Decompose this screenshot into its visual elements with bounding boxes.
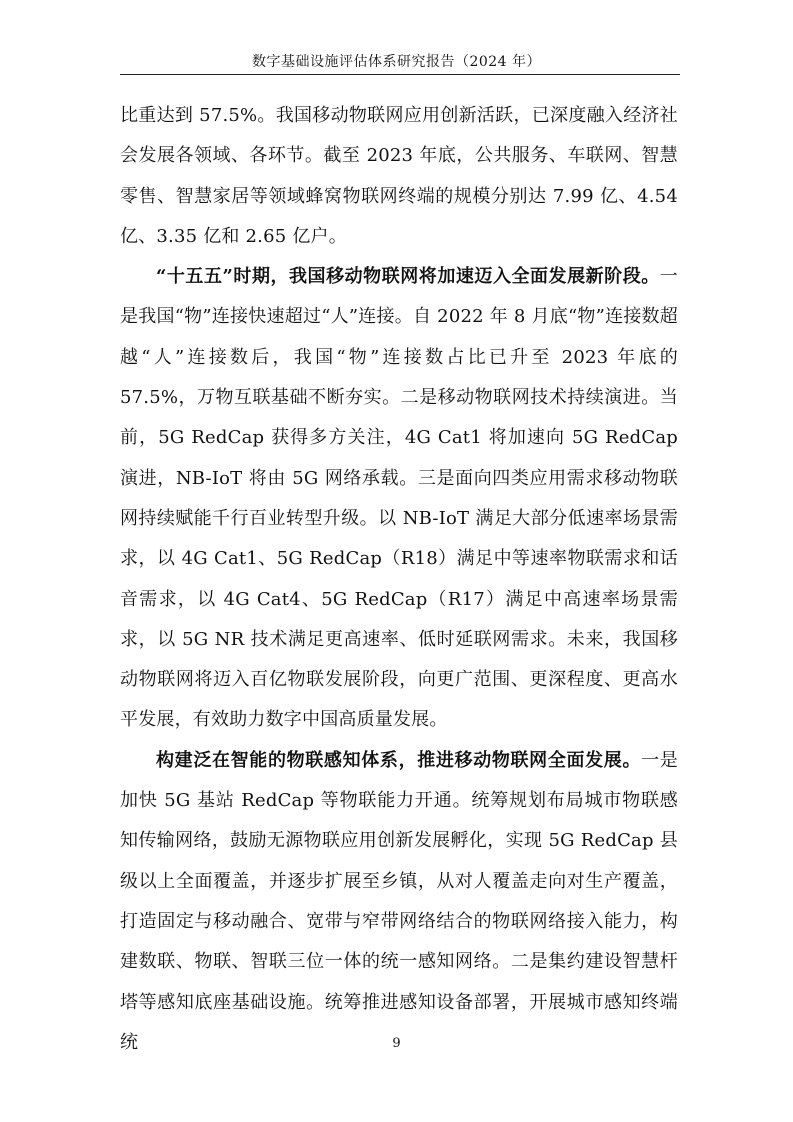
page-number: 9 bbox=[392, 1036, 401, 1051]
report-body bbox=[120, 96, 678, 1063]
paragraph-text: 一是加快 5G 基站 RedCap 等物联能力开通。统筹规划布局城市物联感知传输网络，鼓励无源物联应用创新发展孵化，实现 5G RedCap 县级以上全面覆盖，并逐步扩展至乡镇，从对人覆盖走向对生产覆盖，打造固定与移动融合、宽带与窄带网络结合的物联网络接入能力，构建数联、物联、智联三位一体的统一感知网络。二是集约建设智慧杆塔等感知底座基础设施。统筹推进感知设备部署，开展城市感知终端统 bbox=[120, 749, 678, 1053]
paragraph-outlook bbox=[120, 257, 678, 741]
paragraph-continuation bbox=[120, 96, 678, 257]
paragraph-lead: 构建泛在智能的物联感知体系，推进移动物联网全面发展。 bbox=[156, 749, 642, 771]
paragraph-lead: “十五五”时期，我国移动物联网将加速迈入全面发展新阶段。 bbox=[156, 266, 660, 288]
paragraph-text: 比重达到 57.5%。我国移动物联网应用创新活跃，已深度融入经济社会发展各领域、各环节。截至 2023 年底，公共服务、车联网、智慧零售、智慧家居等领域蜂窝物联网终端的规模分别达 7.99 亿、4.54 亿、3.35 亿和 2.65 亿户。 bbox=[120, 105, 678, 247]
header-divider bbox=[120, 74, 680, 75]
paragraph-text: 一是我国“物”连接快速超过“人”连接。自 2022 年 8 月底“物”连接数超越“人”连接数后，我国“物”连接数占比已升至 2023 年底的 57.5%，万物互联基础不断夯实。二是移动物联网技术持续演进。当前，5G RedCap 获得多方关注，4G Cat1 将加速向 5G RedCap 演进，NB-IoT 将由 5G 网络承载。三是面向四类应用需求移动物联网持续赋能千行百业转型升级。以 NB-IoT 满足大部分低速率场景需求，以 4G Cat1、5G RedCap（R18）满足中等速率物联需求和话音需求，以 4G Cat4、5G RedCap（R17）满足中高速率场景需求，以 5G NR 技术满足更高速率、低时延联网需求。未来，我国移动物联网将迈入百亿物联发展阶段，向更广范围、更深程度、更高水平发展，有效助力数字中国高质量发展。 bbox=[120, 266, 678, 731]
paragraph-recommendation bbox=[120, 741, 678, 1063]
running-header-title: 数字基础设施评估体系研究报告（2024 年） bbox=[251, 54, 542, 70]
